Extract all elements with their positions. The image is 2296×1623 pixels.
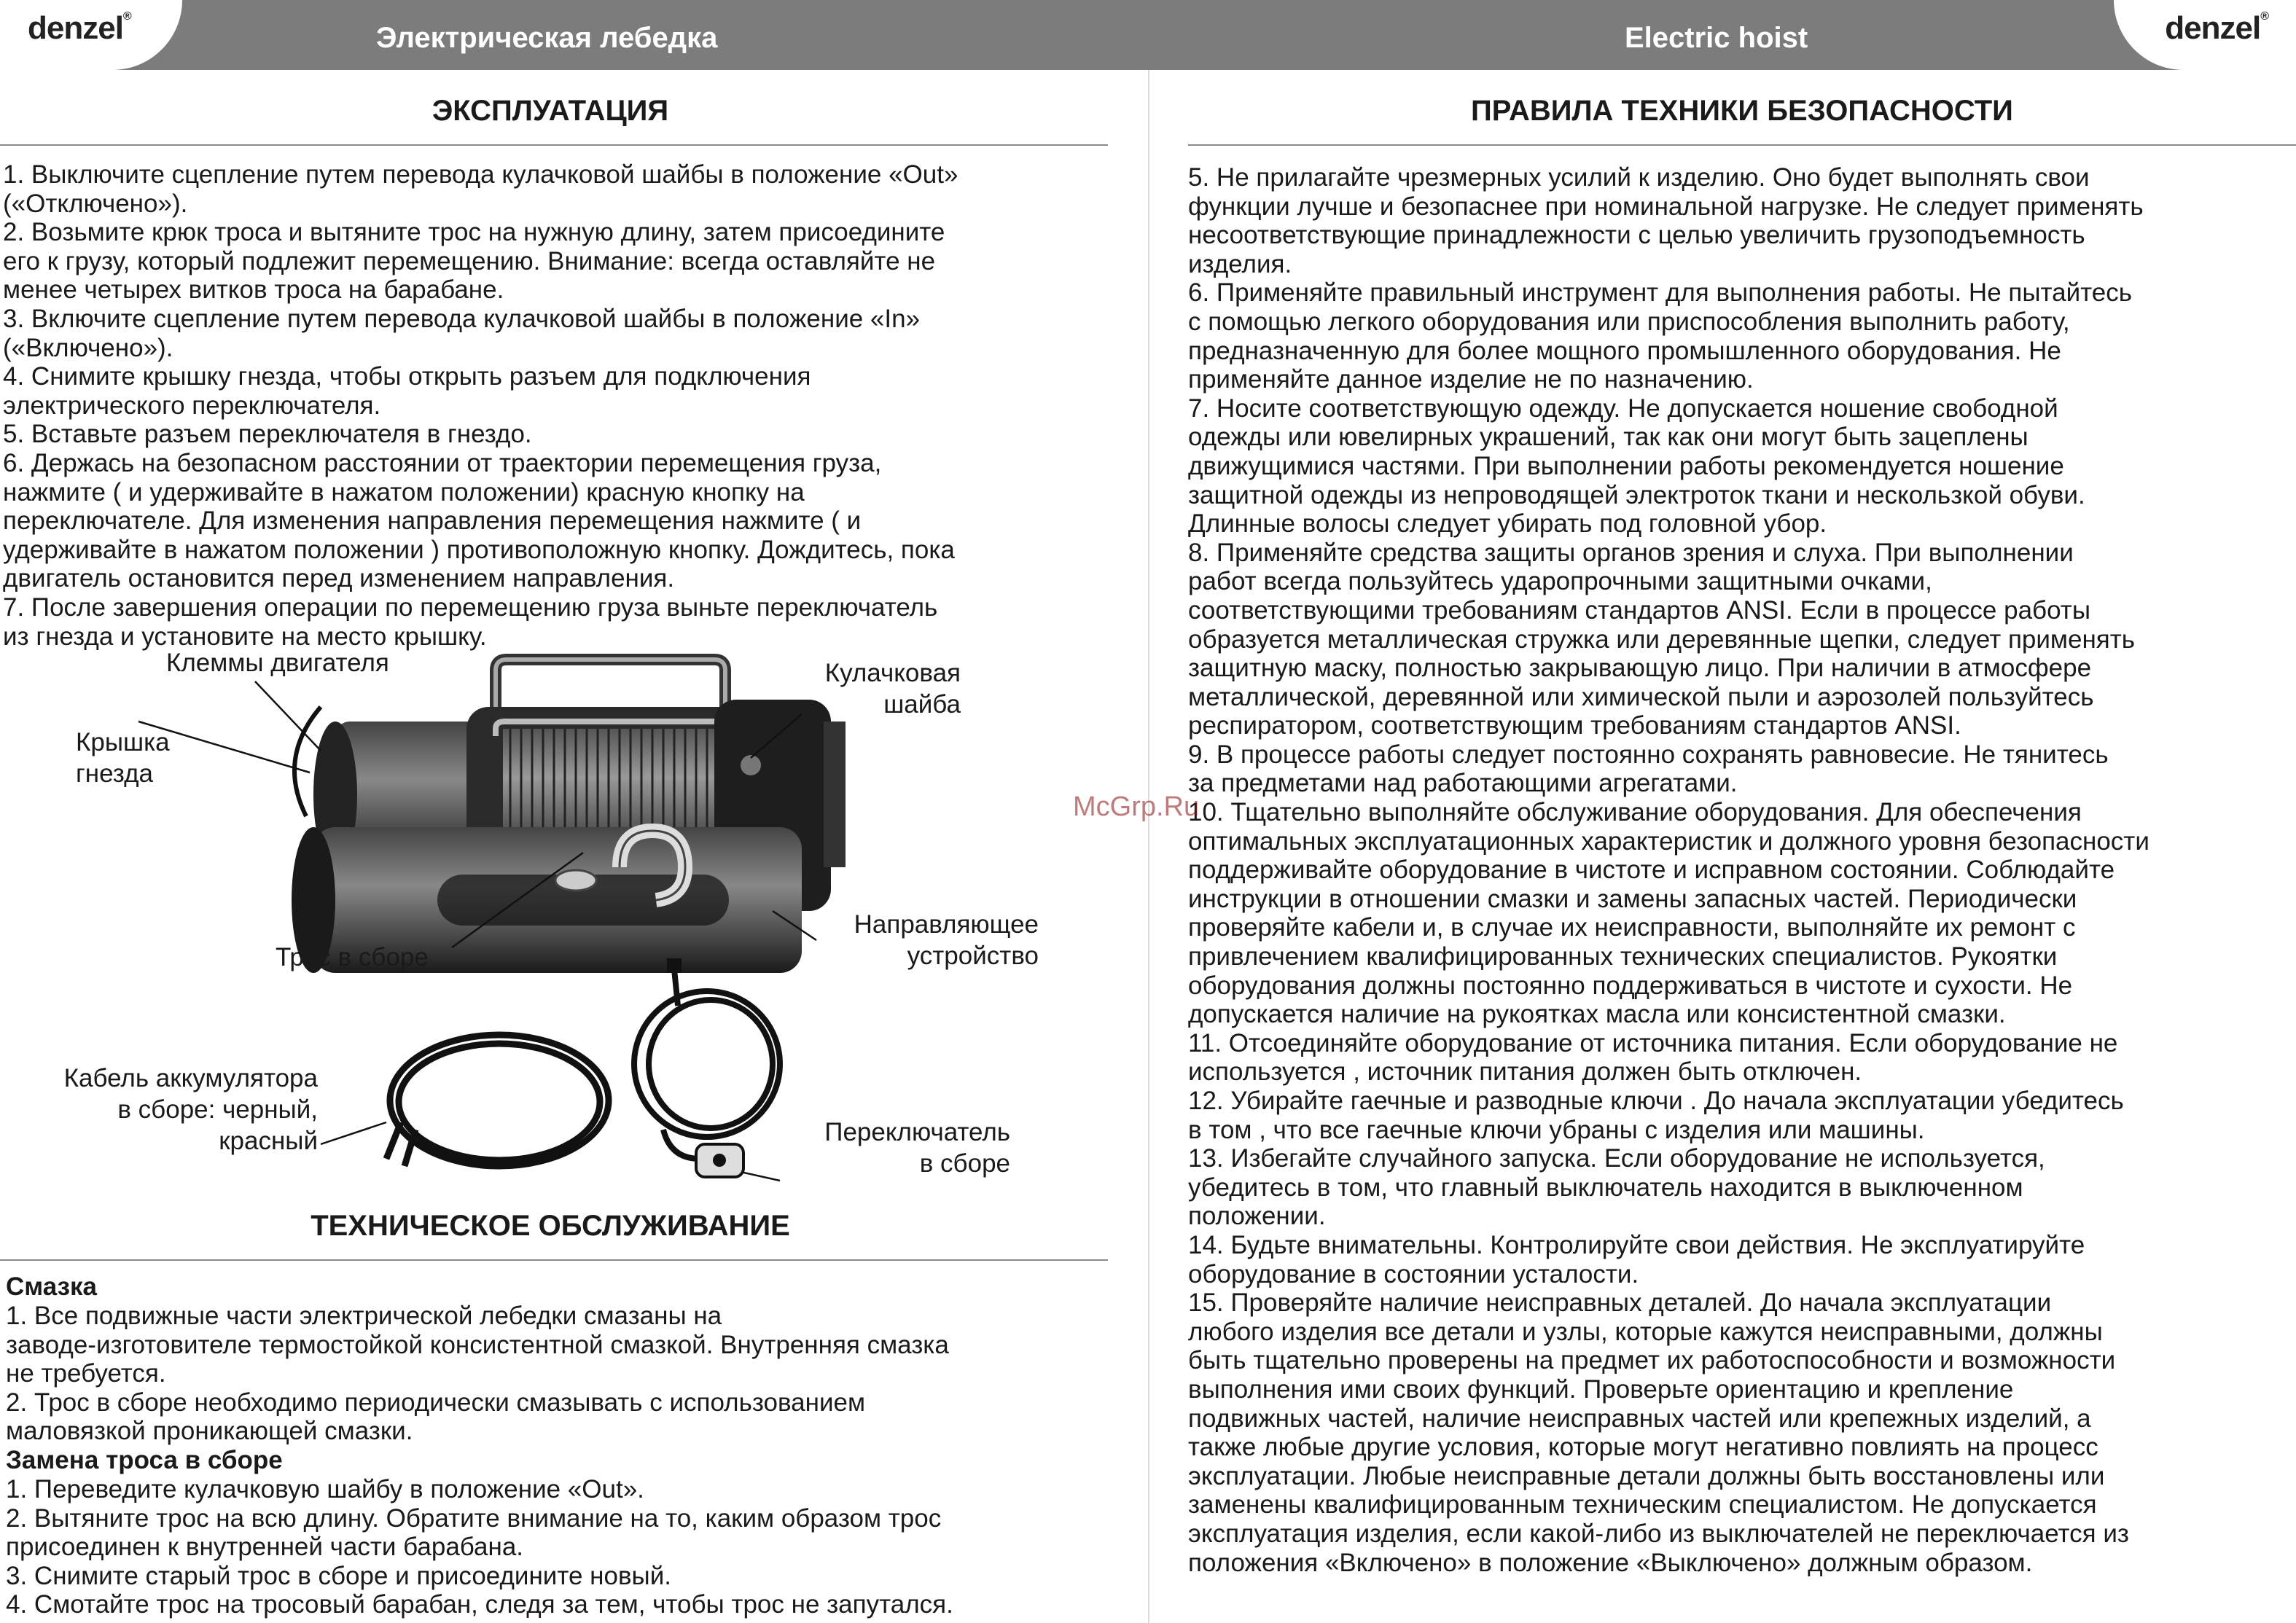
rope-replacement-text: 1. Переведите кулачковую шайбу в положение «Out». 2. Вытяните трос на всю длину. Обратите внимание на то, каким образом трос присоединен к внутренней части барабана. 3. Снимите старый трос в сборе и присоедините новый. 4. Смотайте трос на тросовый барабан, следя за тем, чтобы трос не запутался. bbox=[6, 1475, 953, 1619]
section-rule-maintenance bbox=[0, 1259, 1108, 1261]
switch-cable-illustration bbox=[627, 955, 802, 1210]
label-cable-assembly: Трос в сборе bbox=[276, 943, 429, 971]
label-socket-cover: Крышка гнезда bbox=[76, 728, 170, 788]
watermark: McGrp.Ru bbox=[1073, 791, 1200, 822]
label-battery-cable: Кабель аккумулятора в сборе: черный, красный bbox=[63, 1064, 318, 1155]
brand-logo-left: denzel® bbox=[28, 10, 131, 46]
label-motor-terminals: Клеммы двигателя bbox=[166, 649, 389, 677]
heading-lubrication: Смазка bbox=[6, 1272, 97, 1301]
label-cam-disc: Кулачковая шайба bbox=[824, 659, 961, 719]
section-title-maintenance: ТЕХНИЧЕСКОЕ ОБСЛУЖИВАНИЕ bbox=[311, 1210, 790, 1242]
header-title-left: Электрическая лебедка bbox=[376, 22, 718, 54]
section-rule-operation bbox=[0, 144, 1108, 146]
label-switch-assembly: Переключатель в сборе bbox=[824, 1118, 1010, 1178]
lubrication-text: 1. Все подвижные части электрической лебедки смазаны на заводе-изготовителе термостойкой консистентной смазкой. Внутренняя смазка не требуется. 2. Трос в сборе необходимо периодически смазывать с использованием маловязкой проникающей смазки. bbox=[6, 1302, 949, 1446]
section-title-safety: ПРАВИЛА ТЕХНИКИ БЕЗОПАСНОСТИ bbox=[1471, 95, 2013, 127]
operation-instructions: 1. Выключите сцепление путем перевода кулачковой шайбы в положение «Out» («Отключено»). 2. Возьмите крюк троса и вытяните трос на нужную длину, затем присоедините его к грузу, который подлежит перемещению. Внимание: всегда оставляйте не менее четырех витков троса на барабане. 3. Включите сцепление путем перевода кулачковой шайбы в положение «In» («Включено»). 4. Снимите крышку гнезда, чтобы открыть разъем для подключения электрического переключателя. 5. Вставьте разъем переключателя в гнездо. 6. Держась на безопасном расстоянии от траектории перемещения груза, нажмите ( и удерживайте в нажатом положении) красную кнопку на переключателе. Для изменения направления перемещения нажмите ( и удерживайте в нажатом положении ) противоположную кнопку. Дождитесь, пока двигатель остановится перед изменением направления. 7. После завершения операции по перемещению груза выньте переключатель из гнезда и установите на место крышку. bbox=[3, 160, 958, 651]
heading-rope-replacement: Замена троса в сборе bbox=[6, 1446, 283, 1474]
section-title-operation: ЭКСПЛУАТАЦИЯ bbox=[432, 95, 669, 127]
battery-cable-illustration bbox=[372, 1020, 620, 1188]
column-divider bbox=[1148, 70, 1149, 1623]
brand-logo-right: denzel® bbox=[2165, 10, 2268, 46]
safety-rules-text: 5. Не прилагайте чрезмерных усилий к изделию. Оно будет выполнять свои функции лучше и безопаснее при номинальной нагрузке. Не следует применять несоответствующие принадлежности с целью увеличить грузоподъемность изделия. 6. Применяйте правильный инструмент для выполнения работы. Не пытайтесь с помощью легкого оборудования или приспособления выполнить работу, предназначенную для более мощного промышленного оборудования. Не применяйте данное изделие не по назначению. 7. Носите соответствующую одежду. Не допускается ношение свободной одежды или ювелирных украшений, так как они могут быть зацеплены движущимися частями. При выполнении работы рекомендуется ношение защитной одежды из непроводящей электроток ткани и нескользкой обуви. Длинные волосы следует убирать под головной убор. 8. Применяйте средства защиты органов зрения и слуха. При выполнении работ всегда пользуйтесь ударопрочными защитными очками, соответствующими требованиям стандартов ANSI. Если в процессе работы образуется металлическая стружка или деревянные щепки, следует применять защитную маску, полностью закрывающую лицо. При наличии в атмосфере металлической, деревянной или химической пыли и аэрозолей пользуйтесь респиратором, соответствующим требованиям стандартов ANSI. 9. В процессе работы следует постоянно сохранять равновесие. Не тянитесь за предметами над работающими агрегатами. 10. Тщательно выполняйте обслуживание оборудования. Для обеспечения оптимальных эксплуатационных характеристик и должного уровня безопасности поддерживайте оборудование в чистоте и исправном состоянии. Соблюдайте инструкции в отношении смазки и замены запасных частей. Периодически проверяйте кабели и, в случае их неисправности, выполняйте их ремонт с привлечением квалифицированных технических специалистов. Рукоятки оборудования должны постоянно поддерживаться в чистоте и сухости. Не допускается наличие на рукоятках масла или консистентной смазки. 11. Отсоединяйте оборудование от источника питания. Если оборудование не используется , источник питания должен быть отключен. 12. Убирайте гаечные и разводные ключи . До начала эксплуатации убедитесь в том , что все гаечные ключи убраны с изделия или машины. 13. Избегайте случайного запуска. Если оборудование не используется, убедитесь в том, что главный выключатель находится в выключенном положении. 14. Будьте внимательны. Контролируйте свои действия. Не эксплуатируйте оборудование в состоянии усталости. 15. Проверяйте наличие неисправных деталей. До начала эксплуатации любого изделия все детали и узлы, которые кажутся неисправными, должны быть тщательно проверены на предмет их работоспособности и возможности выполнения ими своих функций. Проверьте ориентацию и крепление подвижных частей, наличие неисправных частей или крепежных изделий, а также любые другие условия, которые могут негативно повлиять на процесс эксплуатации. Любые неисправные детали должны быть восстановлены или заменены квалифицированным техническим специалистом. Не допускается эксплуатация изделия, если какой-либо из выключателей не переключается из положения «Включено» в положение «Выключено» должным образом. bbox=[1188, 163, 2149, 1577]
section-rule-safety bbox=[1188, 144, 2296, 146]
header-title-right: Electric hoist bbox=[1625, 22, 1808, 54]
label-guide: Направляющее устройство bbox=[854, 910, 1039, 970]
page-header bbox=[0, 0, 2296, 70]
